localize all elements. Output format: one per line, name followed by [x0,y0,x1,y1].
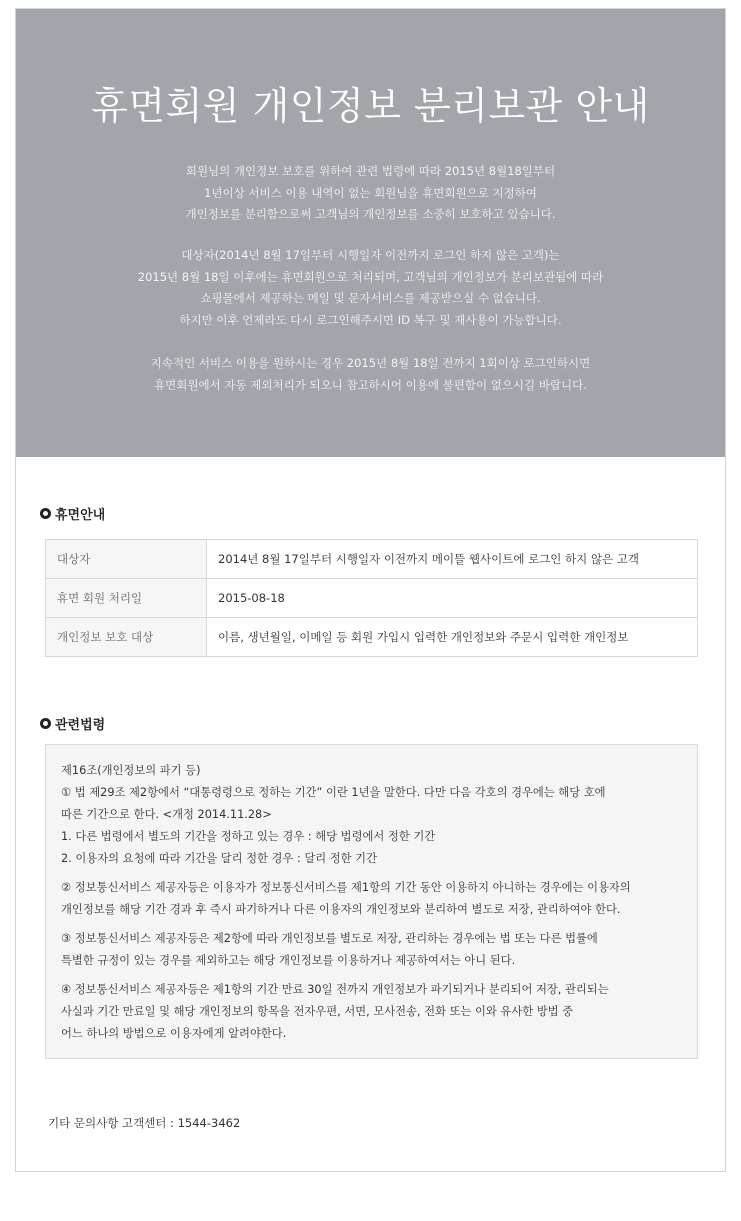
row-value: 이름, 생년월일, 이메일 등 회원 가입시 입력한 개인정보와 주문시 입력한 개인정보 [207,618,698,657]
hero-line: 개인정보를 분리함으로써 고객님의 개인정보를 소중히 보호하고 있습니다. [185,207,556,221]
hero-paragraph-3 [16,353,725,396]
law-section-heading [40,714,105,733]
hero-line: 하지만 이후 언제라도 다시 로그인해주시면 ID 복구 및 재사용이 가능합니다. [179,312,562,327]
law-line: ② 정보통신서비스 제공자등은 이용자가 정보통신서비스를 제1항의 기간 동안 이용하지 아니하는 경우에는 이용자의 [61,881,631,894]
dormant-section-heading [40,504,105,523]
law-text-box [45,744,698,1059]
hero-line: 지속적인 서비스 이용을 원하시는 경우 2015년 8월 18일 전까지 1회이상 로그인하시면 [150,356,591,370]
hero-line: 2015년 8월 18일 이후에는 휴면회원으로 처리되며, 고객님의 개인정보가 분리보관됨에 따라 [137,269,604,284]
law-line: 1. 다른 법령에서 별도의 기간을 정하고 있는 경우 : 해당 법령에서 정한 기간 [61,830,436,843]
law-line: 2. 이용자의 요청에 따라 기간을 달리 정한 경우 : 달리 정한 기간 [61,852,377,865]
section-title: 휴면안내 [55,508,106,523]
law-line: 개인정보를 해당 기간 경과 후 즉시 파기하거나 다른 이용자의 개인정보와 분리하여 별도로 저장, 관리하여야 한다. [61,903,621,916]
hero-line: 휴면회원에서 자동 제외처리가 되오니 참고하시어 이용에 불편함이 없으시길 바랍니다. [154,377,587,392]
law-line: 어느 하나의 방법으로 이용자에게 알려야한다. [61,1027,287,1040]
hero-banner [16,9,725,457]
row-label: 개인정보 보호 대상 [46,618,207,657]
hero-line: 쇼핑몰에서 제공하는 메일 및 문자서비스를 제공받으실 수 없습니다. [200,291,541,305]
section-title: 관련법령 [55,718,106,733]
customer-center-contact: 기타 문의사항 고객센터 : 1544-3462 [48,1116,241,1130]
circle-bullet-icon [40,718,51,729]
law-line: 따른 기간으로 한다. <개정 2014.11.28> [61,808,272,821]
hero-paragraph-1 [16,161,725,226]
law-line: 사실과 기간 만료일 및 해당 개인정보의 항목을 전자우편, 서면, 모사전송, 전화 또는 이와 유사한 방법 중 [61,1005,574,1018]
law-line: ① 법 제29조 제2항에서 “대통령령으로 정하는 기간” 이란 1년을 말한다. 다만 다음 각호의 경우에는 해당 호에 [61,786,606,799]
page-title: 휴면회원 개인정보 분리보관 안내 [91,84,650,128]
table-row [46,618,698,657]
law-line: ④ 정보통신서비스 제공자등은 제1항의 기간 만료 30일 전까지 개인정보가 파기되거나 분리되어 저장, 관리되는 [61,983,609,996]
hero-line: 대상자(2014년 8월 17일부터 시행일자 이전까지 로그인 하지 않은 고객)는 [181,248,560,262]
law-line: 특별한 규정이 있는 경우를 제외하고는 해당 개인정보를 이용하거나 제공하여서는 아니 된다. [61,954,516,967]
hero-paragraph-2 [16,245,725,331]
row-label: 대상자 [46,540,207,579]
law-line: ③ 정보통신서비스 제공자등은 제2항에 따라 개인정보를 별도로 저장, 관리하는 경우에는 법 또는 다른 법률에 [61,932,598,945]
row-label: 휴면 회원 처리일 [46,579,207,618]
law-line: 제16조(개인정보의 파기 등) [61,764,201,777]
circle-bullet-icon [40,508,51,519]
hero-line: 1년이상 서비스 이용 내역이 없는 회원님을 휴면회원으로 지정하여 [204,185,537,200]
hero-line: 회원님의 개인정보 보호를 위하여 관련 법령에 따라 2015년 8월18일부터 [185,164,556,178]
row-value: 2014년 8월 17일부터 시행일자 이전까지 메이뜰 웹사이트에 로그인 하지 않은 고객 [207,540,698,579]
notice-frame [15,8,726,1172]
dormant-info-table [45,539,698,657]
table-row [46,579,698,618]
row-value: 2015-08-18 [207,579,698,618]
table-row [46,540,698,579]
